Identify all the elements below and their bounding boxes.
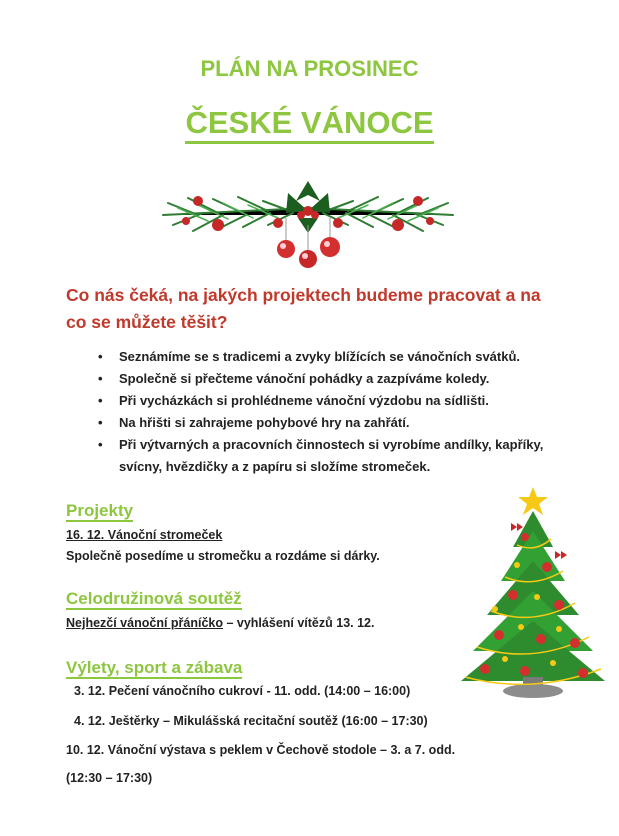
page-title-text: ČESKÉ VÁNOCE — [185, 105, 433, 144]
trip-item: 4. 12. Ještěrky – Mikulášská recitační soutěž (16:00 – 17:30) — [74, 714, 428, 728]
page-title — [0, 105, 619, 141]
bullet-icon: • — [98, 393, 103, 408]
list-item: • Na hřišti si zahrajeme pohybové hry na zahřátí. — [98, 412, 568, 434]
bullet-icon: • — [98, 415, 103, 430]
bullet-icon: • — [98, 349, 103, 364]
bullet-icon: • — [98, 371, 103, 386]
question-heading: Co nás čeká, na jakých projektech budeme pracovat a na co se můžete těšit? — [66, 285, 541, 332]
project-event: 16. 12. Vánoční stromeček — [66, 528, 223, 542]
project-description: Společně posedíme u stromečku a rozdáme si dárky. — [66, 549, 380, 563]
trip-item: (12:30 – 17:30) — [66, 771, 153, 785]
bullet-icon: • — [98, 437, 103, 452]
trips-heading: Výlety, sport a zábava — [66, 658, 243, 677]
list-item: • Při vycházkách si prohlédneme vánoční výzdobu na sídlišti. — [98, 390, 568, 412]
contest-heading: Celodružinová soutěž — [66, 589, 242, 608]
plan-subtitle: PLÁN NA PROSINEC — [200, 56, 419, 81]
christmas-garland-icon — [158, 163, 458, 271]
list-item: • Při výtvarných a pracovních činnostech si vyrobíme andílky, kapříky, svícny, hvězdičky a z papíru si složíme stromeček. — [98, 434, 568, 478]
contest-details: – vyhlášení vítězů 13. 12. — [223, 616, 375, 630]
trip-item: 3. 12. Pečení vánočního cukroví - 11. odd. (14:00 – 16:00) — [74, 684, 411, 698]
list-item: • Společně si přečteme vánoční pohádky a zazpíváme koledy. — [98, 368, 568, 390]
projects-heading: Projekty — [66, 501, 134, 520]
trip-item: 10. 12. Vánoční výstava s peklem v Čechově stodole – 3. a 7. odd. — [66, 743, 456, 757]
list-item: • Seznámíme se s tradicemi a zvyky blížících se vánočních svátků. — [98, 346, 568, 368]
activity-list — [98, 346, 568, 478]
contest-line — [66, 616, 374, 630]
contest-name: Nejhezčí vánoční přáníčko — [66, 616, 223, 630]
christmas-tree-icon — [455, 487, 611, 701]
